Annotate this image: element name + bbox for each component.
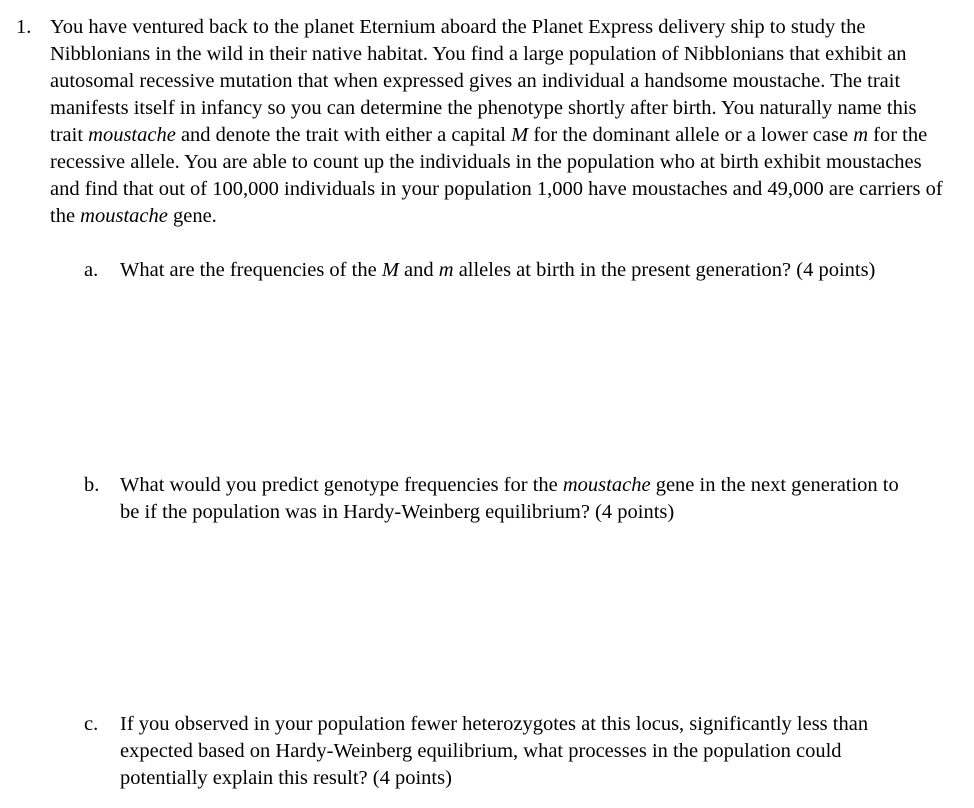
part-a-text: [120, 257, 920, 284]
text-run: for the dominant allele or a lower case: [528, 124, 854, 146]
text-run: alleles at birth in the present generation? (4 points): [453, 259, 876, 281]
italic-term: M: [511, 124, 529, 146]
text-run: and: [398, 259, 439, 281]
text-run: and denote the trait with either a capital: [175, 124, 512, 146]
italic-term: m: [438, 259, 454, 281]
text-run: gene.: [167, 205, 217, 227]
part-a-letter: a.: [84, 259, 99, 281]
part-c-letter: c.: [84, 713, 99, 735]
question-stem: [50, 14, 950, 230]
text-run: If you observed in your population fewer heterozygotes at this locus, significantly less than expected based on Hardy-Weinberg equilibrium, what processes in the population could potentially explain this result? (4 points): [120, 713, 869, 789]
part-b-letter: b.: [84, 474, 100, 496]
part-b-text: [120, 472, 920, 526]
italic-term: moustache: [80, 205, 168, 227]
text-run: What would you predict genotype frequencies for the: [120, 474, 563, 496]
text-run: gene in the next generation to be if the population was in Hardy-Weinberg equilibrium? (4 points): [120, 474, 899, 523]
italic-term: moustache: [88, 124, 176, 146]
text-run: for the recessive allele. You are able to count up the individuals in the population who at birth exhibit moustaches and find that out of 100,000 individuals in your population 1,000 have moustaches and 49,000 are carriers of the: [50, 124, 943, 227]
italic-term: m: [853, 124, 869, 146]
italic-term: moustache: [562, 474, 651, 496]
part-c-text: [120, 711, 920, 792]
text-run: What are the frequencies of the: [120, 259, 382, 281]
question-number: 1.: [16, 16, 32, 38]
italic-term: M: [381, 259, 399, 281]
text-run: You have ventured back to the planet Eternium aboard the Planet Express delivery ship to study the Nibblonians in the wild in their native habitat. You find a large population of Nibblonians that exhibit an autosomal recessive mutation that when expressed gives an individual a handsome moustache. The trait manifests itself in infancy so you can determine the phenotype shortly after birth. You naturally name this trait: [50, 16, 917, 146]
